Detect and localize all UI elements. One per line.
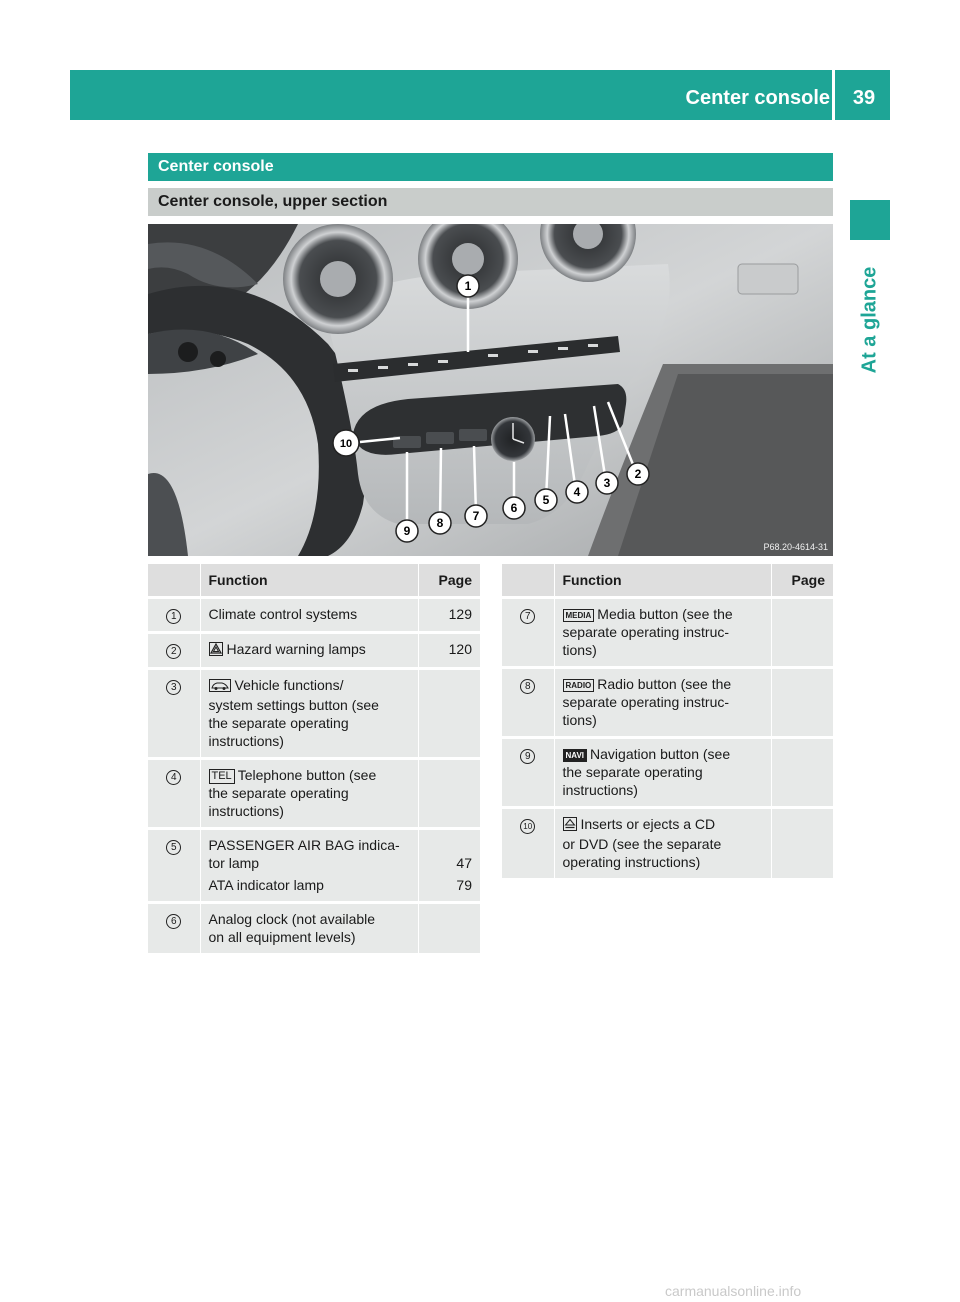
function-text: tions) [562, 642, 597, 658]
svg-text:10: 10 [339, 438, 353, 450]
page-header-title: Center console [685, 87, 830, 109]
function-text: Telephone button (see [237, 767, 377, 783]
svg-text:4: 4 [573, 485, 581, 499]
svg-text:9: 9 [403, 524, 411, 538]
table-row [148, 759, 480, 829]
svg-text:3: 3 [603, 476, 611, 490]
callout-number: 1 [166, 609, 181, 624]
callout-3 [596, 472, 618, 494]
function-text: Vehicle functions/ [234, 677, 344, 693]
callout-1 [457, 275, 479, 297]
callout-number: 5 [166, 840, 181, 855]
page-ref: 79 [456, 877, 472, 893]
function-text: Inserts or ejects a CD [580, 816, 716, 832]
num-header [148, 564, 200, 598]
callout-10 [333, 430, 359, 456]
section-subtitle: Center console, upper section [148, 188, 833, 216]
svg-text:1: 1 [464, 279, 472, 293]
callout-9 [396, 520, 418, 542]
table-row [502, 738, 833, 808]
function-text: the separate operating [208, 785, 349, 801]
function-text: operating instructions) [562, 854, 701, 870]
radio-key-icon: RADIO [563, 679, 595, 692]
callout-number: 3 [166, 680, 181, 695]
table-row [148, 829, 480, 903]
callout-2 [627, 463, 649, 485]
num-header [502, 564, 554, 598]
functions-table-right [502, 564, 833, 881]
function-text: on all equipment levels) [208, 929, 356, 945]
svg-text:2: 2 [634, 467, 642, 481]
table-row [502, 808, 833, 880]
function-text: tions) [562, 712, 597, 728]
function-text: or DVD (see the separate [562, 836, 722, 852]
svg-text:8: 8 [436, 516, 444, 530]
table-row [148, 669, 480, 759]
function-header: Function [554, 564, 771, 598]
function-text: PASSENGER AIR BAG indica- [208, 837, 400, 853]
table-header-row [502, 564, 833, 598]
function-text: instructions) [208, 803, 284, 819]
page-ref: 47 [456, 855, 472, 871]
callout-6 [503, 497, 525, 519]
page-ref: 129 [448, 606, 472, 622]
chapter-tab-label: At a glance [858, 266, 881, 374]
callout-8 [429, 512, 451, 534]
center-console-photo [148, 224, 833, 556]
svg-text:5: 5 [542, 493, 550, 507]
vehicle-car-icon [209, 678, 231, 696]
svg-text:7: 7 [472, 509, 480, 523]
function-text: Hazard warning lamps [226, 641, 366, 657]
svg-text:6: 6 [510, 501, 518, 515]
function-text: Climate control systems [208, 606, 358, 622]
callout-7 [465, 505, 487, 527]
function-text: ATA indicator lamp [208, 877, 324, 893]
callout-number: 10 [520, 819, 535, 834]
table-row [502, 598, 833, 668]
page-ref: 120 [448, 641, 472, 657]
functions-table-left [148, 564, 480, 956]
function-text: separate operating instruc- [562, 694, 730, 710]
function-text: tor lamp [208, 855, 260, 871]
function-text: the separate operating [562, 764, 703, 780]
navi-key-icon: NAVI [563, 749, 588, 762]
section-title: Center console [148, 153, 833, 181]
function-text: the separate operating [208, 715, 349, 731]
table-row [148, 598, 480, 633]
callout-number: 2 [166, 644, 181, 659]
callout-5 [535, 489, 557, 511]
table-row [148, 633, 480, 669]
image-code: P68.20-4614-31 [763, 542, 828, 552]
function-text: Media button (see the [597, 606, 733, 622]
function-text: Radio button (see the [597, 676, 732, 692]
table-row [148, 903, 480, 955]
callout-number: 7 [520, 609, 535, 624]
function-text: Analog clock (not available [208, 911, 376, 927]
function-text: instructions) [208, 733, 284, 749]
function-text: system settings button (see [208, 697, 379, 713]
callout-4 [566, 481, 588, 503]
callout-number: 6 [166, 914, 181, 929]
media-key-icon: MEDIA [563, 609, 595, 622]
table-row [502, 668, 833, 738]
page-header: Page [418, 564, 480, 598]
page-number: 39 [852, 87, 876, 109]
hazard-warning-icon [209, 642, 223, 660]
function-text: instructions) [562, 782, 638, 798]
chapter-tab-marker [850, 200, 890, 240]
callout-number: 4 [166, 770, 181, 785]
telephone-key-icon: TEL [209, 769, 235, 784]
callout-number: 8 [520, 679, 535, 694]
table-header-row [148, 564, 480, 598]
page-header: Page [771, 564, 833, 598]
header-separator [832, 70, 835, 120]
function-text: Navigation button (see [590, 746, 731, 762]
function-text: separate operating instruc- [562, 624, 730, 640]
eject-icon [563, 817, 577, 835]
watermark: carmanualsonline.info [665, 1283, 802, 1299]
function-header: Function [200, 564, 418, 598]
callout-number: 9 [520, 749, 535, 764]
